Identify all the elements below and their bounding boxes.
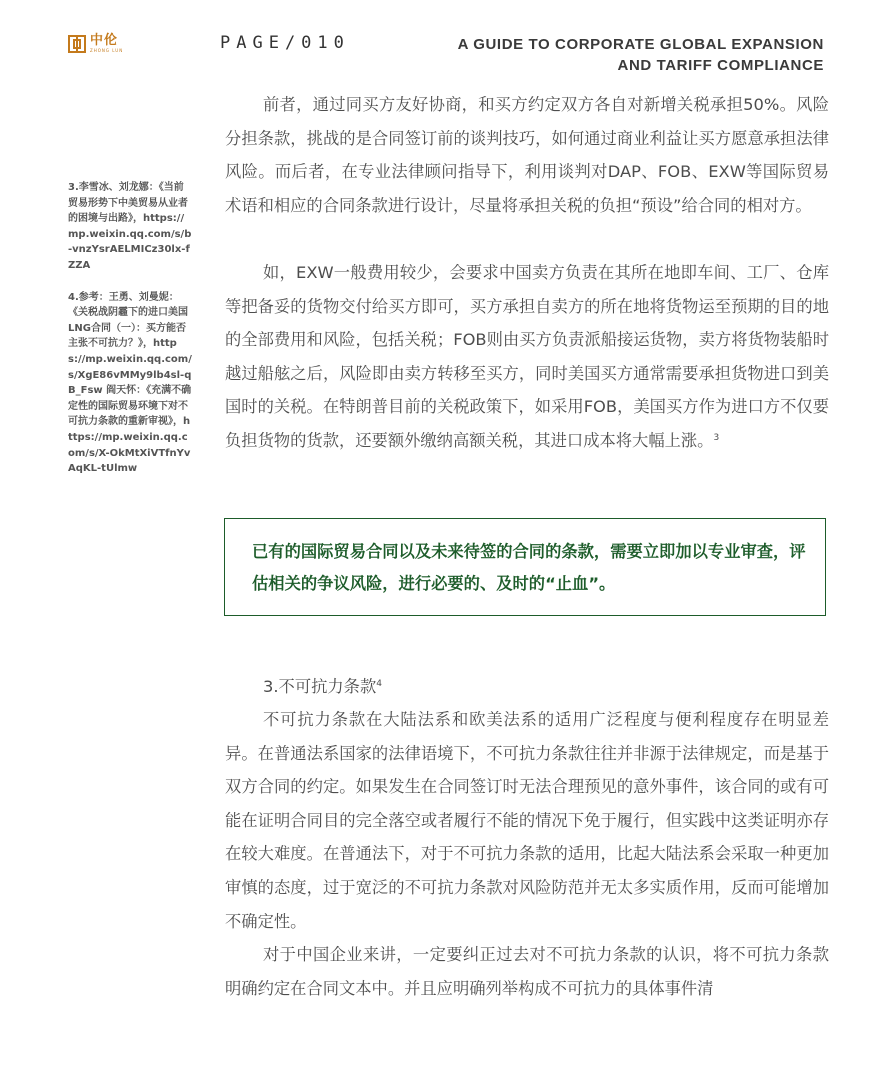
logo-subtext: ZHONG LUN <box>90 48 124 53</box>
body-paragraph-2-text: 如，EXW一般费用较少，会要求中国卖方负责在其所在地即车间、工厂、仓库等把备妥的货物交付给买方即可，买方承担自卖方的所在地将货物运至预期的目的地的全部费用和风险，包括关税；FOB则由买方负责派船接运货物，卖方将货物装船时越过船舷之后，风险即由卖方转移至买方，同时美国买方通常需要承担货物进口到美国时的关税。在特朗普目前的关税政策下，如采用FOB，美国买方作为进口方不仅要负担货物的货款，还要额外缴纳高额关税，其进口成本将大幅上涨。 <box>225 263 829 450</box>
body-paragraph-4: 对于中国企业来讲，一定要纠正过去对不可抗力条款的认识，将不可抗力条款明确约定在合同文本中。并且应明确列举构成不可抗力的具体事件清 <box>225 945 829 998</box>
footnotes-sidebar <box>68 180 192 493</box>
document-title <box>404 34 824 76</box>
page-number-label: PAGE/010 <box>220 33 350 53</box>
footnote-ref-4[interactable]: 4 <box>376 679 382 689</box>
zhonglun-logo-icon <box>68 35 86 53</box>
logo-text: 中伦 <box>90 33 119 48</box>
company-logo <box>68 34 123 53</box>
footnote-4: 4.参考：王勇、刘曼妮：《关税战阴霾下的进口美国LNG合同（一）：买方能否主张不可抗力？》，https://mp.weixin.qq.com/s/XgE86vMMy9lb4sl-qB_Fsw 阎天怀：《充满不确定性的国际贸易环境下对不可抗力条款的重新审视》，https://mp.weixin.qq.com/s/X-OkMtXiVTfnYvAqKL-tUlmw <box>68 291 192 475</box>
document-title-line-1: A GUIDE TO CORPORATE GLOBAL EXPANSION <box>457 36 824 53</box>
highlight-callout-box <box>224 518 826 616</box>
callout-text: 已有的国际贸易合同以及未来待签的合同的条款，需要立即加以专业审查，评估相关的争议风险，进行必要的、及时的“止血”。 <box>252 542 806 593</box>
document-title-line-2: AND TARIFF COMPLIANCE <box>617 57 824 74</box>
body-paragraph-2 <box>225 256 829 458</box>
section-heading <box>263 670 382 704</box>
section-heading-text: 3.不可抗力条款 <box>263 677 377 696</box>
body-paragraph-3: 不可抗力条款在大陆法系和欧美法系的适用广泛程度与便利程度存在明显差异。在普通法系国家的法律语境下，不可抗力条款往往并非源于法律规定，而是基于双方合同的约定。如果发生在合同签订时无法合理预见的意外事件，该合同的或有可能在证明合同目的完全落空或者履行不能的情况下免于履行，但实践中这类证明亦存在较大难度。在普通法下，对于不可抗力条款的适用，比起大陆法系会采取一种更加审慎的态度，过于宽泛的不可抗力条款对风险防范并无太多实质作用，反而可能增加不确定性。 <box>225 710 829 931</box>
body-paragraph-1: 前者，通过同买方友好协商，和买方约定双方各自对新增关税承担50%。风险分担条款，挑战的是合同签订前的谈判技巧，如何通过商业利益让买方愿意承担法律风险。而后者，在专业法律顾问指导下，利用谈判对DAP、FOB、EXW等国际贸易术语和相应的合同条款进行设计，尽量将承担关税的负担“预设”给合同的相对方。 <box>225 95 829 215</box>
footnote-3: 3.李雪冰、刘龙娜：《当前贸易形势下中美贸易从业者的困境与出路》，https://mp.weixin.qq.com/s/b-vnzYsrAELMICz30lx-fZZA <box>68 182 192 271</box>
footnote-ref-3[interactable]: 3 <box>713 432 720 443</box>
